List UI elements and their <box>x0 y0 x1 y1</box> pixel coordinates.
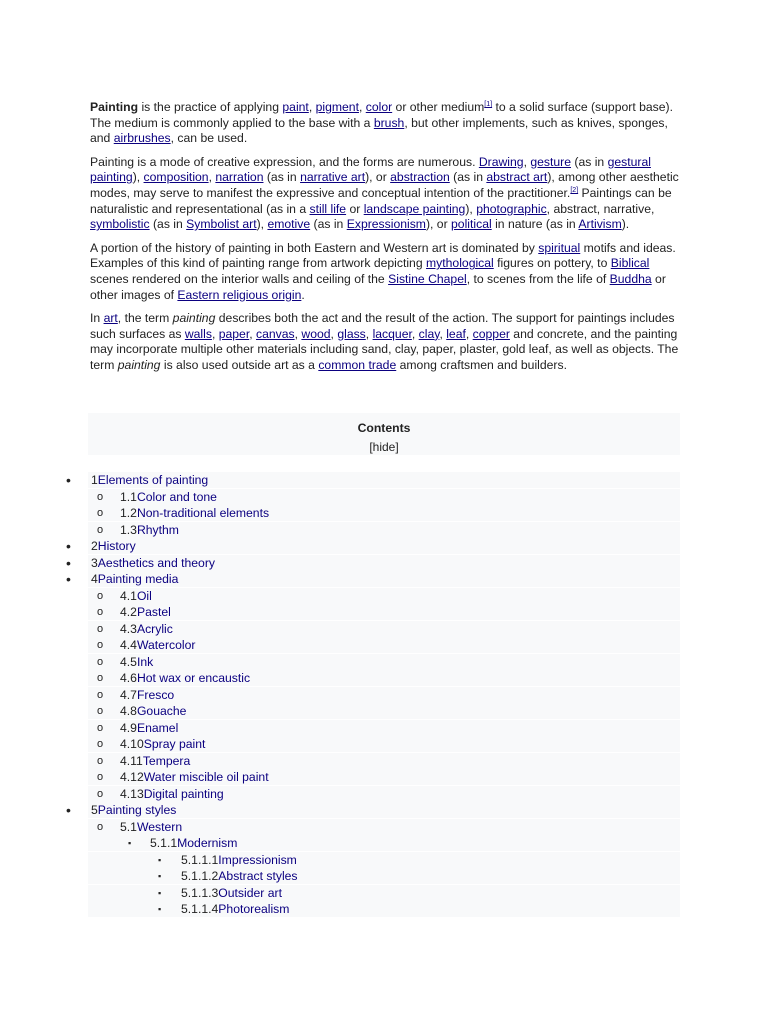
text: or other medium <box>392 100 485 114</box>
toc-item[interactable] <box>0 720 768 737</box>
link-common-trade[interactable]: common trade <box>318 357 397 372</box>
text: , <box>294 326 302 341</box>
bold-term: Painting <box>90 100 139 114</box>
toc-link-text[interactable]: Acrylic <box>136 621 173 636</box>
toc-bullet-icon: o <box>97 523 104 536</box>
toc-number: 4.13 <box>120 786 144 801</box>
toc-item[interactable] <box>0 885 768 902</box>
toc-item[interactable] <box>0 786 768 803</box>
toc-bullet-icon: o <box>97 606 104 618</box>
link-biblical[interactable]: Biblical <box>610 256 650 271</box>
toc-item-label[interactable] <box>181 852 297 869</box>
text: , <box>358 100 366 114</box>
toc-item[interactable] <box>0 522 768 539</box>
text: (as in <box>149 217 187 232</box>
link-walls[interactable]: walls <box>184 326 212 341</box>
paragraph-1 <box>90 100 680 147</box>
toc-number: 4.7 <box>120 687 137 702</box>
link-clay[interactable]: clay <box>418 326 440 341</box>
toc-row-background <box>88 687 680 703</box>
toc-item-label[interactable] <box>120 654 153 671</box>
toc-bullet-icon: ▪ <box>158 904 162 914</box>
toc-link-text[interactable]: Fresco <box>136 687 175 702</box>
text: , <box>208 170 216 185</box>
toc-bullet-icon: • <box>66 554 71 571</box>
toc-item[interactable] <box>0 571 768 588</box>
text: in nature (as in <box>491 217 579 232</box>
toc-item-label[interactable] <box>120 670 250 687</box>
link-landscape-painting[interactable]: landscape painting <box>363 201 466 216</box>
text: , abstract, narrative, <box>546 201 655 216</box>
toc-item-label[interactable] <box>120 753 190 770</box>
toc-item-label[interactable] <box>120 588 152 605</box>
text: , the term <box>117 311 173 326</box>
text: , <box>249 326 256 341</box>
toc-bullet-icon: o <box>97 688 104 701</box>
toc-item[interactable] <box>0 835 768 852</box>
toc-item-label[interactable] <box>91 802 176 819</box>
link-emotive[interactable]: emotive <box>267 217 311 232</box>
text: , <box>523 154 531 169</box>
link-abstraction[interactable]: abstraction <box>390 170 450 185</box>
text: ), <box>465 201 477 216</box>
toc-item[interactable] <box>0 852 768 869</box>
toc-row-background <box>88 621 680 637</box>
toc-item[interactable] <box>0 802 768 819</box>
toc-item-label[interactable] <box>181 868 298 885</box>
link-gesture[interactable]: gesture <box>530 154 572 169</box>
toc-link-text[interactable]: Color and tone <box>136 489 217 504</box>
toc-number: 4.1 <box>120 588 137 603</box>
citation-link[interactable]: [2] <box>570 186 579 194</box>
toc-item[interactable] <box>0 604 768 621</box>
toc-item[interactable] <box>0 901 768 918</box>
toc-bullet-icon: ▪ <box>158 854 162 865</box>
link-drawing[interactable]: Drawing <box>478 154 524 169</box>
toc-row-background <box>88 885 680 901</box>
link-buddha[interactable]: Buddha <box>609 271 652 286</box>
toc-item-label[interactable] <box>120 687 174 704</box>
toc-link-text[interactable]: Water miscible oil paint <box>143 770 269 784</box>
toc-link-text[interactable]: Watercolor <box>136 638 196 652</box>
link-political[interactable]: political <box>451 217 492 232</box>
text: motifs and ideas. Examples of this kind of painting range from artwork depicting <box>90 240 676 271</box>
toc-number: 4.3 <box>120 621 137 636</box>
text: , <box>308 100 316 114</box>
link-copper[interactable]: copper <box>472 326 510 341</box>
toc-number: 2 <box>91 539 98 553</box>
link-expressionism[interactable]: Expressionism <box>346 217 426 232</box>
citation-ref <box>570 187 578 194</box>
toc-row-background <box>88 654 680 670</box>
text: (as in <box>310 217 347 232</box>
text: , <box>330 326 338 341</box>
toc-link-text[interactable]: Ink <box>136 654 154 669</box>
text: A portion of the history of painting in both Eastern and Western art is dominated by <box>90 240 539 255</box>
toc-bullet-icon: o <box>97 754 104 767</box>
toc-hide-toggle[interactable]: [hide] <box>369 440 399 454</box>
text: ). <box>621 217 630 232</box>
toc-item-label[interactable] <box>120 522 179 539</box>
toc-link-text[interactable]: Photorealism <box>218 902 290 916</box>
toc-bullet-icon: o <box>97 672 104 684</box>
toc-link-text[interactable]: Enamel <box>136 720 179 735</box>
link-spiritual[interactable]: spiritual <box>538 240 581 255</box>
text: ), or <box>365 170 391 185</box>
text: , <box>365 326 373 341</box>
toc-number: 5.1.1.1 <box>181 852 219 867</box>
toc-link-text[interactable]: Impressionism <box>218 852 297 867</box>
toc-item[interactable] <box>0 736 768 753</box>
link-composition[interactable]: composition <box>143 170 209 185</box>
toc-item[interactable] <box>0 472 768 489</box>
toc-header <box>88 413 680 455</box>
toc-number: 4.8 <box>120 704 137 718</box>
toc-link-text[interactable]: History <box>97 539 136 553</box>
toc-number: 4.4 <box>120 638 137 652</box>
text: figures on pottery, to <box>493 256 611 271</box>
toc-bullet-icon: o <box>97 738 104 750</box>
toc-number: 1 <box>91 473 98 487</box>
toc-item-label[interactable] <box>181 901 289 918</box>
link-pigment[interactable]: pigment <box>315 100 359 114</box>
link-canvas[interactable]: canvas <box>256 326 295 341</box>
link-narration[interactable]: narration <box>215 170 264 185</box>
toc-row-background <box>88 538 680 554</box>
toc-number: 4.9 <box>120 720 137 735</box>
toc-bullet-icon: o <box>97 771 104 783</box>
toc-bullet-icon: ▪ <box>158 871 162 881</box>
toc-number: 5.1.1 <box>150 836 178 850</box>
toc-item-label[interactable] <box>91 538 136 555</box>
toc-link-text[interactable]: Western <box>136 819 183 834</box>
link-gestural-painting[interactable]: gestural painting <box>90 154 651 185</box>
toc-link-text[interactable]: Painting styles <box>97 803 177 817</box>
link-mythological[interactable]: mythological <box>426 256 494 271</box>
link-paint[interactable]: paint <box>282 100 309 114</box>
toc-link-text[interactable]: Modernism <box>177 836 238 850</box>
text: (as in <box>449 170 487 185</box>
toc-bullet-icon: o <box>97 787 104 800</box>
toc-bullet-icon: o <box>97 820 104 833</box>
text: or <box>346 201 364 216</box>
toc-bullet-icon: o <box>97 721 104 734</box>
toc-number: 4.10 <box>120 737 144 751</box>
toc-bullet-icon: • <box>66 802 71 818</box>
toc-item[interactable] <box>0 588 768 605</box>
toc-link-text[interactable]: Abstract styles <box>218 869 298 883</box>
toc-item-label[interactable] <box>91 555 215 572</box>
text: (as in <box>263 170 301 185</box>
toc-row-background <box>88 588 680 604</box>
text: to a solid surface (support base). The medium is commonly applied to the base with a <box>90 100 673 130</box>
link-artivism[interactable]: Artivism <box>578 217 622 232</box>
toc-bullet-icon: o <box>97 490 104 503</box>
link-photographic[interactable]: photographic <box>476 201 547 216</box>
toc-item-label[interactable] <box>120 819 182 836</box>
link-color[interactable]: color <box>365 100 393 114</box>
toc-link-text[interactable]: Spray paint <box>143 737 206 751</box>
toc-link-text[interactable]: Gouache <box>136 704 187 718</box>
toc-link-text[interactable]: Elements of painting <box>97 473 209 487</box>
toc-number: 1.3 <box>120 522 137 537</box>
text: scenes rendered on the interior walls and ceiling of the <box>90 271 389 286</box>
toc-item[interactable] <box>0 621 768 638</box>
text: Paintings can be naturalistic and representational (as in a <box>90 185 672 216</box>
article-body <box>90 100 680 382</box>
toc-item[interactable] <box>0 505 768 522</box>
text: is also used outside art as a <box>160 357 319 372</box>
toc-link-text[interactable]: Oil <box>136 588 152 603</box>
toc-item-label[interactable] <box>120 786 224 803</box>
text: , <box>465 326 473 341</box>
link-airbrushes[interactable]: airbrushes <box>113 131 171 146</box>
toc-row-background <box>88 604 680 620</box>
text: , <box>211 326 219 341</box>
toc-item-label[interactable] <box>120 489 217 506</box>
toc-bullet-icon: o <box>97 639 104 651</box>
toc-link-text[interactable]: Hot wax or encaustic <box>136 671 251 685</box>
toc-bullet-icon: o <box>97 507 104 519</box>
text: In <box>90 311 104 326</box>
toc-item-label[interactable] <box>120 769 269 786</box>
link-paper[interactable]: paper <box>218 326 250 341</box>
text: , but other implements, such as knives, sponges, and <box>90 115 668 146</box>
link-still-life[interactable]: still life <box>309 201 347 216</box>
text: describes both the act and the result of the action. The support for paintings includes such surfaces as <box>90 311 675 341</box>
toc-bullet-icon: ▪ <box>158 887 162 898</box>
paragraph-3 <box>90 241 680 303</box>
toc-bullet-icon: • <box>66 472 71 488</box>
paragraph-4 <box>90 311 680 373</box>
italic-term: painting <box>172 311 216 326</box>
toc-item[interactable] <box>0 489 768 506</box>
paragraph-2 <box>90 155 680 233</box>
toc-row-background <box>88 852 680 868</box>
link-symbolistic[interactable]: symbolistic <box>90 217 150 232</box>
toc-link-text[interactable]: Tempera <box>142 753 191 768</box>
toc-item[interactable] <box>0 703 768 720</box>
toc-number: 1.1 <box>120 489 137 504</box>
toc-bullet-icon: o <box>97 622 104 635</box>
text: , to scenes from the life of <box>466 271 610 286</box>
toc-number: 3 <box>91 555 98 570</box>
text: ), <box>132 170 144 185</box>
toc-item-label[interactable] <box>150 835 237 852</box>
toc-number: 5.1.1.3 <box>181 885 219 900</box>
toc-item[interactable] <box>0 868 768 885</box>
link-wood[interactable]: wood <box>301 326 331 341</box>
toc-number: 5 <box>91 803 98 817</box>
toc-link-text[interactable]: Aesthetics and theory <box>97 555 215 570</box>
toc-number: 5.1 <box>120 819 137 834</box>
text: , can be used. <box>170 131 248 146</box>
toc-item[interactable] <box>0 769 768 786</box>
toc-bullet-icon: ▪ <box>128 838 132 848</box>
toc-number: 4 <box>91 572 98 586</box>
text: among craftsmen and builders. <box>396 357 567 372</box>
link-leaf[interactable]: leaf <box>446 326 466 341</box>
text: ), or <box>425 217 452 232</box>
text: Painting is a mode of creative expression, and the forms are numerous. <box>90 154 479 169</box>
text: is the practice of applying <box>138 100 283 114</box>
link-abstract-art[interactable]: abstract art <box>486 170 548 185</box>
toc-bullet-icon: • <box>66 538 71 554</box>
citation-ref <box>484 101 492 108</box>
toc-item[interactable] <box>0 555 768 572</box>
toc-link-text[interactable]: Non-traditional elements <box>136 506 270 520</box>
text: or other images of <box>90 271 666 302</box>
link-sistine-chapel[interactable]: Sistine Chapel <box>388 271 467 286</box>
toc-item-label[interactable] <box>91 571 178 588</box>
toc-item-label[interactable] <box>91 472 208 489</box>
toc-link-text[interactable]: Digital painting <box>143 786 224 801</box>
toc-item-label[interactable] <box>120 703 186 720</box>
toc-number: 5.1.1.4 <box>181 902 219 916</box>
text: and concrete, and the painting may incorporate multiple other materials including sand, clay, paper, plaster, gold leaf, as well as objects. The term <box>90 326 679 372</box>
toc-item-label[interactable] <box>120 637 195 654</box>
toc-link-text[interactable]: Painting media <box>97 572 179 586</box>
text: , <box>439 326 447 341</box>
toc-item-label[interactable] <box>120 621 173 638</box>
toc-bullet-icon: o <box>97 589 104 602</box>
toc-row-background <box>88 901 680 917</box>
toc-link-text[interactable]: Rhythm <box>136 522 179 537</box>
citation-link[interactable]: [1] <box>484 100 493 108</box>
toc-item[interactable] <box>0 637 768 654</box>
link-symbolist-art[interactable]: Symbolist art <box>186 217 257 232</box>
toc-item[interactable] <box>0 819 768 836</box>
toc-bullet-icon: • <box>66 571 71 587</box>
link-brush[interactable]: brush <box>373 115 405 130</box>
text: ), among other aesthetic modes, may serve to manifest the expressive and conceptual intention of the practitioner. <box>90 170 679 200</box>
text: (as in <box>571 154 608 169</box>
toc-number: 4.11 <box>120 753 143 768</box>
toc-number: 4.2 <box>120 605 137 619</box>
toc-link-text[interactable]: Pastel <box>136 605 171 619</box>
text: , <box>411 326 419 341</box>
toc-number: 4.6 <box>120 671 137 685</box>
text: . <box>301 287 305 302</box>
toc-item-label[interactable] <box>181 885 282 902</box>
toc-bullet-icon: o <box>97 655 104 668</box>
toc-link-text[interactable]: Outsider art <box>218 885 282 900</box>
text: ), <box>256 217 268 232</box>
toc-item-label[interactable] <box>120 736 205 753</box>
toc-list <box>0 472 768 918</box>
toc-item-label[interactable] <box>120 720 178 737</box>
toc-row-background <box>88 868 680 884</box>
toc-number: 4.12 <box>120 770 144 784</box>
toc-item-label[interactable] <box>120 505 269 522</box>
toc-item[interactable] <box>0 538 768 555</box>
toc-item[interactable] <box>0 687 768 704</box>
link-art[interactable]: art <box>103 311 118 326</box>
link-eastern-religious-origin[interactable]: Eastern religious origin <box>177 287 302 302</box>
toc-item[interactable] <box>0 670 768 687</box>
toc-row-background <box>88 802 680 818</box>
link-glass[interactable]: glass <box>337 326 366 341</box>
italic-term: painting <box>117 357 161 372</box>
toc-item[interactable] <box>0 654 768 671</box>
toc-bullet-icon: o <box>97 705 104 717</box>
link-lacquer[interactable]: lacquer <box>372 326 412 341</box>
toc-title: Contents <box>357 421 411 435</box>
toc-number: 5.1.1.2 <box>181 869 219 883</box>
toc-item-label[interactable] <box>120 604 171 621</box>
toc-item[interactable] <box>0 753 768 770</box>
link-narrative-art[interactable]: narrative art <box>300 170 366 185</box>
toc-number: 4.5 <box>120 654 137 669</box>
toc-number: 1.2 <box>120 506 137 520</box>
